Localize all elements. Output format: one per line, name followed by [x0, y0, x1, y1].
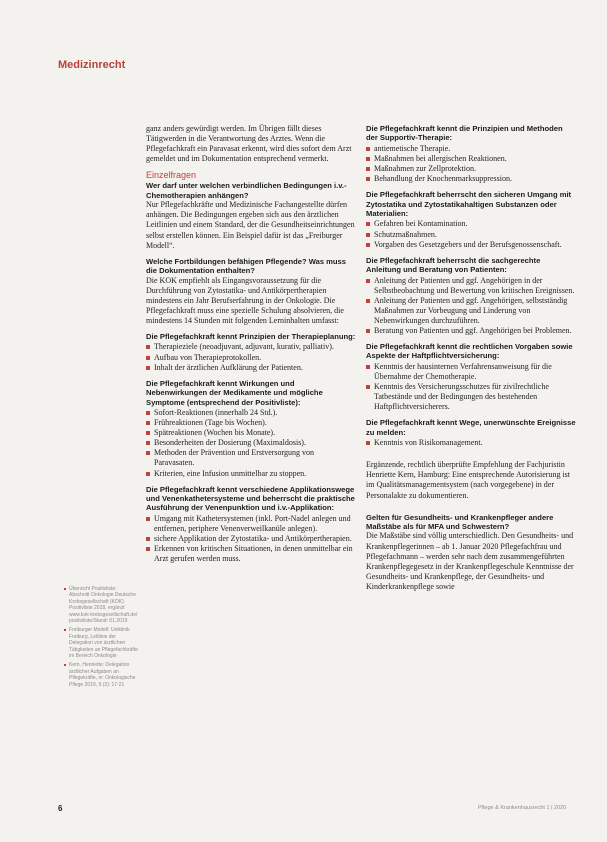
list-item: Besonderheiten der Dosierung (Maximaldosis).: [146, 438, 356, 448]
list-item: Vorgaben des Gesetzgebers und der Berufsgenossenschaft.: [366, 240, 576, 250]
question-2-heading: Welche Fortbildungen befähigen Pflegende? Was muss die Dokumentation enthalten?: [146, 256, 346, 276]
list-item: Umgang mit Kathetersystemen (inkl. Port-Nadel anlegen und entfernen, periphere Venenverweilkanüle anlegen).: [146, 514, 356, 534]
right-block-1-list: [366, 144, 576, 184]
footnote: Kern, Henriette: Delegation ärztlicher Aufgaben an Pflegekräfte, in: Onkologische Pflege 2019, 9 (3): 17-21: [64, 662, 138, 688]
right-column: [366, 124, 576, 598]
middle-column: [146, 124, 356, 570]
right-block-3-heading: Die Pflegefachkraft beherrscht die sachgerechte Anleitung und Beratung von Patienten:: [366, 255, 541, 275]
question-4-heading: Die Pflegefachkraft kennt Wirkungen und Nebenwirkungen der Medikamente und mögliche Symptome (entsprechend der Positivliste):: [146, 378, 323, 407]
list-item: Anleitung der Patienten und ggf. Angehörigen, selbstständig Maßnahmen zur Vorbeugung und Linderung von Nebenwirkungen durchzuführen.: [366, 296, 576, 326]
question-1-text: Nur Pflegefachkräfte und Medizinische Fachangestellte dürfen anhängen. Die Bedingungen ergeben sich aus den ärztlichen Leitlinien und einem Standard, der die Gesundheitseinrichtungen selbst erstellen können. Ein Beispiel dafür ist das „Freiburger Modell“.: [146, 200, 355, 250]
list-item: Frühreaktionen (Tage bis Wochen).: [146, 418, 356, 428]
list-item: Aufbau von Therapieprotokollen.: [146, 353, 356, 363]
right-block-3: [366, 256, 576, 336]
list-item: Kenntnis von Risikomanagement.: [366, 438, 576, 448]
right-block-6: [366, 513, 576, 592]
right-block-2-list: [366, 219, 576, 249]
right-block-1-heading: Die Pflegefachkraft kennt die Prinzipien und Methoden der Supportiv-Therapie:: [366, 124, 563, 143]
footnotes: [64, 586, 138, 691]
footnote: Freiburger Modell: Uniklinik Freiburg, Leitlinie der Delegation von ärztlichen Tätigkeiten an Pflegefachkräfte im Bereich Onkologie: [64, 627, 138, 659]
list-item: Therapieziele (neoadjuvant, adjuvant, kurativ, palliativ).: [146, 342, 356, 352]
question-3-list: [146, 342, 356, 372]
list-item: Kriterien, eine Infusion unmittelbar zu stoppen.: [146, 469, 356, 479]
note-text: Ergänzende, rechtlich überprüfte Empfehlung der Fachjuristin Henriette Kern, Hamburg: Eine entsprechende Autorisierung ist im Qualitätsmanagementsystem (nach vorgegebene) in der Personalakte zu dokumentieren.: [366, 460, 571, 500]
question-3: [146, 332, 356, 373]
list-item: Sofort-Reaktionen (innerhalb 24 Std.).: [146, 408, 356, 418]
question-1-heading: Wer darf unter welchen verbindlichen Bedingungen i.v.-Chemotherapien anhängen?: [146, 181, 347, 200]
right-block-6-text: Die Maßstäbe sind völlig unterschiedlich. Den Gesundheits- und Krankenpflegerinnen – ab 1. Januar 2020 Pflegefachfrau und Pflegefachmann – werden sehr nach dem zusammengeführten Krankenpflegegesetz in der Krankenpflegeschule Kenntnisse der Gesundheits- und Krankenpflege, der Gesundheits- und Kinderkrankenpflege sowie: [366, 531, 574, 591]
list-item: antiemetische Therapie.: [366, 144, 576, 154]
right-block-5-list: [366, 438, 576, 448]
right-block-5-heading: Die Pflegefachkraft kennt Wege, unerwünschte Ereignisse zu melden:: [366, 418, 576, 437]
list-item: Erkennen von kritischen Situationen, in denen unmittelbar ein Arzt gerufen werden muss.: [146, 544, 356, 564]
footnote: Übersicht Positivliste: Abschnitt Onkologie Deutsche Krebsgesellschaft (KOK) Positivliste 2018, ergänzt www.kok-krebsgesellschaft.de/ positivliste/Stand: 01.2019: [64, 586, 138, 624]
list-item: Kenntnis der hausinternen Verfahrensanweisung für die Übernahme der Chemotherapie.: [366, 362, 576, 382]
list-item: Beratung von Patienten und ggf. Angehörigen bei Problemen.: [366, 326, 576, 336]
right-block-5: [366, 418, 576, 448]
question-5-heading: Die Pflegefachkraft kennt verschiedene Applikationswege und Venenkathetersysteme und beherrscht die praktische Ausführung der Venenpunktion und i.v.-Applikation:: [146, 484, 355, 513]
question-4-list: [146, 408, 356, 479]
section-title: Medizinrecht: [58, 59, 126, 71]
right-block-4: [366, 342, 576, 412]
right-block-1: [366, 124, 576, 184]
page-number: 6: [58, 804, 63, 813]
question-1: [146, 181, 356, 250]
list-item: Methoden der Prävention und Erstversorgung von Paravasaten.: [146, 448, 356, 468]
question-4: [146, 379, 356, 479]
right-block-3-list: [366, 276, 576, 337]
list-item: Schutzmaßnahmen.: [366, 230, 576, 240]
einzelfragen-heading: Einzelfragen: [146, 170, 197, 181]
list-item: Maßnahmen bei allergischen Reaktionen.: [366, 154, 576, 164]
journal-name: Pflege & Krankenhausrecht 1 | 2020: [478, 805, 567, 811]
question-5-list: [146, 514, 356, 564]
list-item: Kenntnis des Versicherungsschutzes für zivilrechtliche Tatbestände und der Bedingungen des bestehenden Haftpflichtversicherers.: [366, 382, 576, 412]
list-item: Spätreaktionen (Wochen bis Monate).: [146, 428, 356, 438]
list-item: Inhalt der ärztlichen Aufklärung der Patienten.: [146, 363, 356, 373]
right-block-2: [366, 190, 576, 250]
list-item: Gefahren bei Kontamination.: [366, 219, 576, 229]
right-block-6-heading: Gelten für Gesundheits- und Krankenpfleger andere Maßstäbe als für MFA und Schwestern?: [366, 512, 554, 532]
note-block: [366, 460, 576, 500]
list-item: Behandlung der Knochenmarksuppression.: [366, 174, 576, 184]
question-2: [146, 257, 356, 326]
question-2-text: Die KOK empfiehlt als Eingangsvoraussetzung für die Durchführung von Zytostatika- und Antikörpertherapien mindestens ein Jahr Berufserfahrung in der Onkologie. Die Pflegefachkraft muss eine spezielle Schulung absolvieren, die mindestens 14 Stunden mit folgenden Lerninhalten umfasst:: [146, 275, 344, 325]
list-item: Maßnahmen zur Zellprotektion.: [366, 164, 576, 174]
question-3-heading: Die Pflegefachkraft kennt Prinzipien der Therapieplanung:: [146, 332, 356, 342]
intro-block: [146, 124, 356, 164]
question-5: [146, 485, 356, 565]
right-block-4-heading: Die Pflegefachkraft kennt die rechtlichen Vorgaben sowie Aspekte der Haftpflichtversicherung:: [366, 342, 573, 361]
list-item: Anleitung der Patienten und ggf. Angehörigen in der Selbstbeobachtung und Bewertung von kritischen Ereignissen.: [366, 276, 576, 296]
right-block-4-list: [366, 362, 576, 412]
list-item: sichere Applikation der Zytostatika- und Antikörpertherapien.: [146, 534, 356, 544]
intro-text: ganz anders gewürdigt werden. Im Übrigen fällt dieses Tätigwerden in die Verantwortung des Arztes. Wenn die Pflegefachkraft ein Paravasat erkennt, wird dies sofort dem Arzt gemeldet und im Dokumentation entsprechend vermerkt.: [146, 124, 352, 164]
right-block-2-heading: Die Pflegefachkraft beherrscht den sicheren Umgang mit Zytostatika und Zytostatikahaltigen Substanzen oder Materialien:: [366, 190, 572, 218]
